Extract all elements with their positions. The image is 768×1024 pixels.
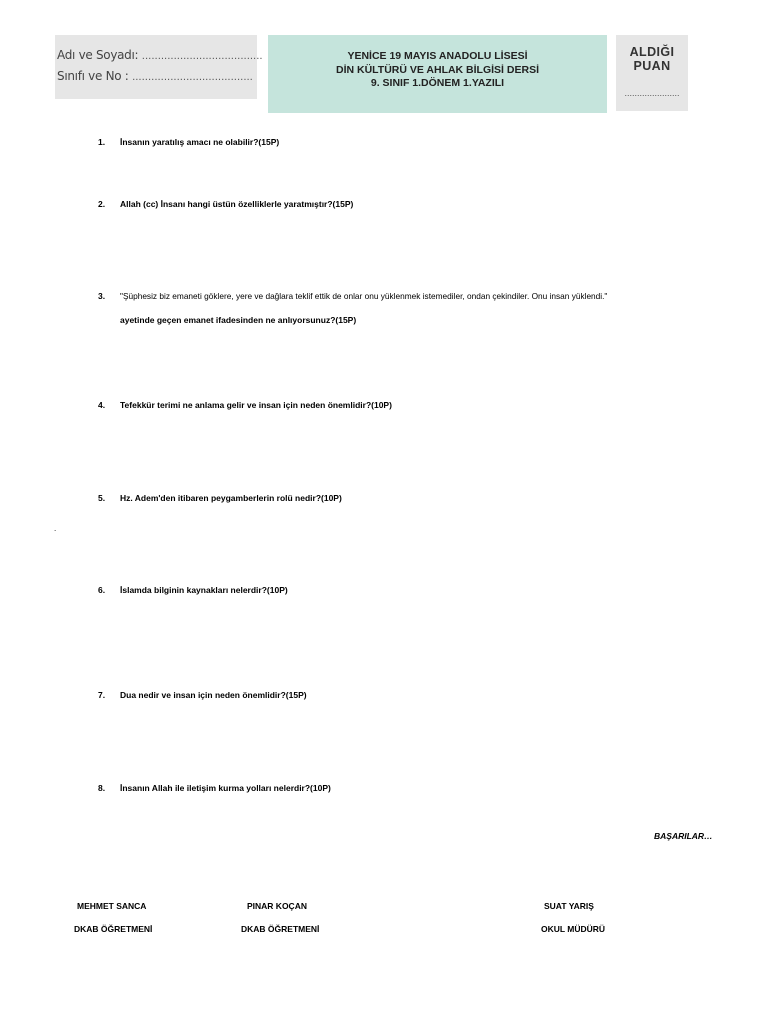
score-title-line2: PUAN — [633, 59, 671, 73]
question-7 — [98, 690, 307, 700]
question-2 — [98, 199, 353, 209]
signature-name-2: PINAR KOÇAN — [247, 901, 307, 911]
signature-title-1: DKAB ÖĞRETMENİ — [74, 924, 153, 934]
question-number: 6. — [98, 585, 106, 595]
signature-name-3: SUAT YARIŞ — [544, 901, 594, 911]
student-class-label: Sınıfı ve No : — [57, 69, 129, 83]
question-number: 3. — [98, 291, 106, 301]
success-message: BAŞARILAR… — [654, 831, 713, 841]
school-name: YENİCE 19 MAYIS ANADOLU LİSESİ — [347, 50, 528, 62]
student-name-label: Adı ve Soyadı: — [57, 48, 139, 62]
student-class-line — [57, 69, 253, 83]
question-6 — [98, 585, 288, 595]
question-3-continuation: ayetinde geçen emanet ifadesinden ne anlıyorsunuz?(15P) — [120, 315, 357, 325]
question-1 — [98, 137, 279, 147]
course-name: DİN KÜLTÜRÜ VE AHLAK BİLGİSİ DERSİ — [335, 63, 539, 76]
exam-title: 9. SINIF 1.DÖNEM 1.YAZILI — [370, 77, 505, 89]
question-text: İnsanın yaratılış amacı ne olabilir?(15P) — [120, 137, 280, 147]
question-number: 5. — [98, 493, 106, 503]
signature-title-3: OKUL MÜDÜRÜ — [541, 924, 606, 934]
question-number: 2. — [98, 199, 106, 209]
question-number: 8. — [98, 783, 106, 793]
signature-title-2: DKAB ÖĞRETMENİ — [241, 924, 320, 934]
question-text: Tefekkür terimi ne anlama gelir ve insan için neden önemlidir?(10P) — [120, 400, 392, 410]
question-5 — [98, 493, 342, 503]
question-4 — [98, 400, 392, 410]
question-number: 7. — [98, 690, 106, 700]
exam-header — [268, 35, 607, 113]
question-3-quote: "Şüphesiz biz emaneti göklere, yere ve dağlara teklif ettik de onlar onu yüklenmek istemediler, ondan çekindiler. Onu insan yüklendi." — [120, 291, 608, 301]
question-text: Dua nedir ve insan için neden önemlidir?(15P) — [120, 690, 307, 700]
signature-name-1: MEHMET SANCA — [77, 901, 147, 911]
question-text: İslamda bilginin kaynakları nelerdir?(10P) — [120, 585, 288, 595]
score-box — [616, 35, 688, 111]
question-number: 1. — [98, 137, 106, 147]
student-name-line — [57, 48, 263, 62]
question-number: 4. — [98, 400, 106, 410]
student-class-field[interactable]: ...................................... — [132, 72, 253, 83]
student-info-box — [55, 35, 263, 99]
question-text: İnsanın Allah ile iletişim kurma yolları nelerdir?(10P) — [120, 783, 331, 793]
question-text: Allah (cc) İnsanı hangi üstün özelliklerle yaratmıştır?(15P) — [120, 199, 354, 209]
score-field[interactable]: ...................... — [624, 88, 680, 98]
student-name-field[interactable]: ...................................... — [141, 51, 263, 62]
question-8 — [98, 783, 331, 793]
question-text: Hz. Adem'den itibaren peygamberlerin rolü nedir?(10P) — [120, 493, 342, 503]
question-3 — [98, 291, 120, 301]
score-title-line1: ALDIĞI — [629, 45, 675, 59]
score-title — [616, 35, 688, 73]
stray-mark: . — [54, 524, 57, 533]
